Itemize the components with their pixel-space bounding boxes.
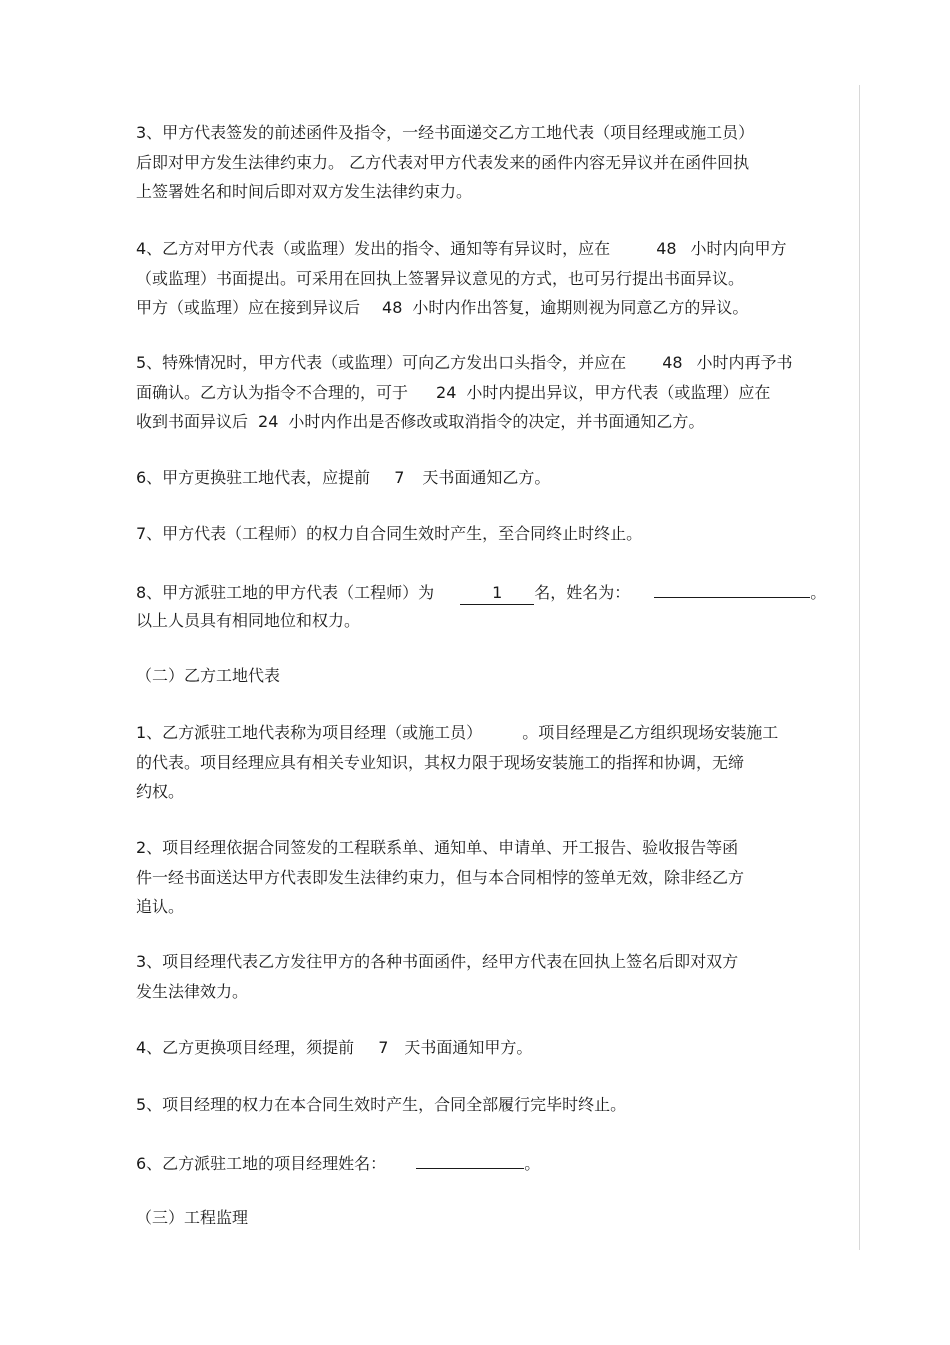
clause-5-line-3: 收到书面异议后 24 小时内作出是否修改或取消指令的决定，并书面通知乙方。 <box>136 412 705 431</box>
pm-notice-days: 7 <box>378 1038 389 1057</box>
clause-8-line-1: 8、甲方派驻工地的甲方代表（工程师）为 1 名，姓名为： 。 <box>136 576 856 606</box>
clause-4-line-1: 4、乙方对甲方代表（或监理）发出的指令、通知等有异议时，应在 48 小时内向甲方 <box>136 239 787 258</box>
b-clause-5: 5、项目经理的权力在本合同生效时产生，合同全部履行完毕时终止。 <box>136 1095 627 1114</box>
clause-6: 6、甲方更换驻工地代表，应提前 7 天书面通知乙方。 <box>136 468 551 487</box>
objection-hours: 24 <box>436 382 457 402</box>
section-heading-2: （二）乙方工地代表 <box>136 666 281 685</box>
project-manager-name-field[interactable] <box>416 1147 524 1169</box>
decision-hours: 24 <box>258 412 279 431</box>
clause-4-line-3: 甲方（或监理）应在接到异议后 48 小时内作出答复，逾期则视为同意乙方的异议。 <box>136 298 749 317</box>
clause-4 <box>136 234 856 323</box>
b-clause-3: 3、项目经理代表乙方发往甲方的各种书面函件，经甲方代表在回执上签名后即对双方 发生法律效力。 <box>136 952 739 1001</box>
b-clause-1: 1、乙方派驻工地代表称为项目经理（或施工员） 。项目经理是乙方组织现场安装施工 的代表。项目经理应具有相关专业知识，其权力限于现场安装施工的指挥和协调，无缔 约权。 <box>136 723 779 801</box>
b-clause-2: 2、项目经理依据合同签发的工程联系单、通知单、申请单、开工报告、验收报告等函 件一经书面送达甲方代表即发生法律约束力，但与本合同相悖的签单无效，除非经乙方 追认。 <box>136 838 745 916</box>
representative-name-field[interactable] <box>654 576 810 598</box>
b-clause-6: 6、乙方派驻工地的项目经理姓名： 。 <box>136 1147 856 1177</box>
clause-5-line-2: 面确认。乙方认为指令不合理的，可于 24 小时内提出异议，甲方代表（或监理）应在 <box>136 382 771 402</box>
section-heading-3: （三）工程监理 <box>136 1208 249 1227</box>
representative-count-field[interactable]: 1 <box>460 583 534 605</box>
clause-5-line-1: 5、特殊情况时，甲方代表（或监理）可向乙方发出口头指令，并应在 48 小时内再予书 <box>136 353 793 372</box>
response-hours: 48 <box>656 239 677 258</box>
clause-8 <box>136 576 856 635</box>
clause-4-line-2: （或监理）书面提出。可采用在回执上签署异议意见的方式，也可另行提出书面异议。 <box>136 268 745 288</box>
clause-5 <box>136 348 856 437</box>
clause-3-line-3: 上签署姓名和时间后即对双方发生法律约束力。 <box>136 182 473 201</box>
notice-days: 7 <box>394 468 405 487</box>
clause-7: 7、甲方代表（工程师）的权力自合同生效时产生，至合同终止时终止。 <box>136 524 643 543</box>
clause-3 <box>136 118 856 207</box>
clause-8-line-2: 以上人员具有相同地位和权力。 <box>136 610 361 630</box>
clause-3-line-2: 后即对甲方发生法律约束力。 乙方代表对甲方代表发来的函件内容无异议并在函件回执 <box>136 152 750 172</box>
b-clause-4: 4、乙方更换项目经理，须提前 7 天书面通知甲方。 <box>136 1038 533 1057</box>
reply-hours: 48 <box>382 298 403 317</box>
confirm-hours: 48 <box>662 353 683 372</box>
clause-3-line-1: 3、甲方代表签发的前述函件及指令，一经书面递交乙方工地代表（项目经理或施工员） <box>136 123 755 142</box>
page-margin-rule <box>859 85 860 1250</box>
